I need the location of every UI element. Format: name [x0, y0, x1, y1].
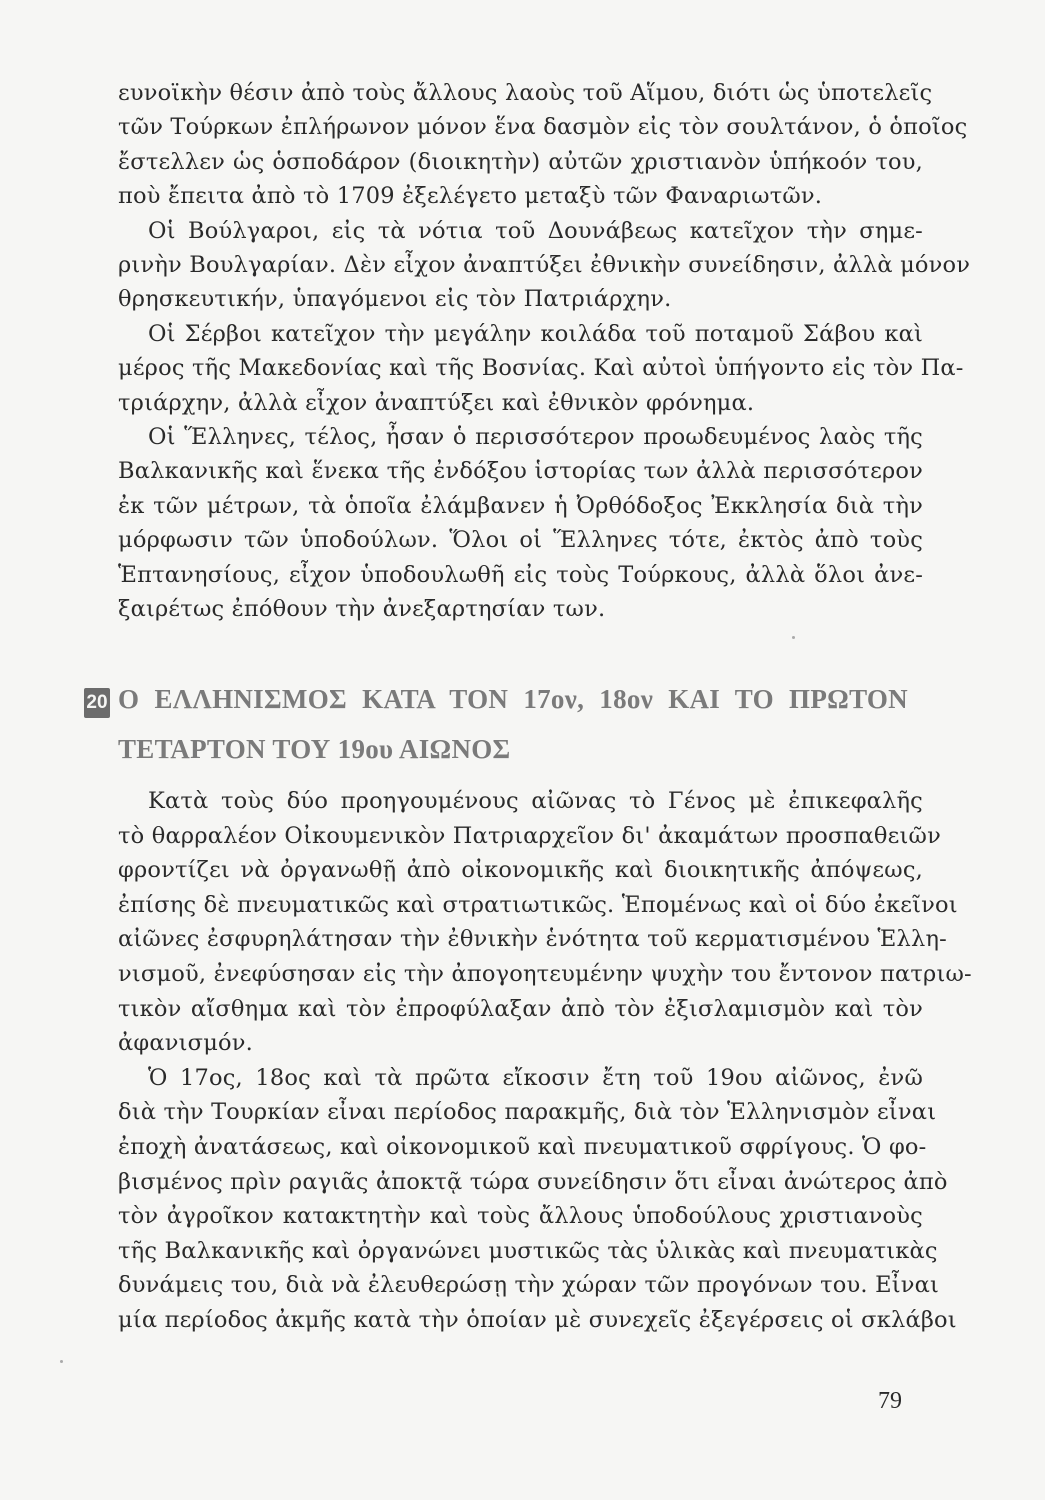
text-line: ἐποχὴ ἀνατάσεως, καὶ οἰκονομικοῦ καὶ πνευματικοῦ σφρίγους. Ὁ φο-: [118, 1133, 927, 1160]
text-line: Οἱ Βούλγαροι, εἰς τὰ νότια τοῦ Δουνάβεως κατεῖχον τὴν σημε-: [148, 217, 923, 244]
text-line: φροντίζει νὰ ὀργανωθῇ ἀπὸ οἰκονομικῆς καὶ διοικητικῆς ἀπόψεως,: [118, 857, 923, 884]
text-line: αἰῶνες ἐσφυρηλάτησαν τὴν ἐθνικὴν ἑνότητα τοῦ κερματισμένου Ἑλλη-: [118, 926, 947, 953]
text-line: ευνοϊκὴν θέσιν ἀπὸ τοὺς ἄλλους λαοὺς τοῦ Αἵμου, διότι ὡς ὑποτελεῖς: [118, 80, 933, 106]
text-line: τῆς Βαλκανικῆς καὶ ὀργανώνει μυστικῶς τὰς ὑλικὰς καὶ πνευματικὰς: [118, 1237, 938, 1264]
text-line: ρινὴν Βουλγαρίαν. Δὲν εἶχον ἀναπτύξει ἐθνικὴν συνείδησιν, ἀλλὰ μόνον: [118, 252, 971, 279]
text-line: τὸ θαρραλέον Οἰκουμενικὸν Πατριαρχεῖον δι' ἀκαμάτων προσπαθειῶν: [118, 822, 941, 849]
text-line: ἐκ τῶν μέτρων, τὰ ὁποῖα ἐλάμβανεν ἡ Ὀρθόδοξος Ἐκκλησία διὰ τὴν: [118, 492, 923, 519]
text-line: νισμοῦ, ἐνεφύσησαν εἰς τὴν ἀπογοητευμένην ψυχὴν του ἔντονον πατριω-: [118, 960, 972, 987]
text-line: Οἱ Σέρβοι κατεῖχον τὴν μεγάλην κοιλάδα τοῦ ποταμοῦ Σάβου καὶ: [148, 320, 923, 347]
text-line: Οἱ Ἕλληνες, τέλος, ἦσαν ὁ περισσότερον προωδευμένος λαὸς τῆς: [148, 424, 923, 451]
scan-speck: [60, 1360, 63, 1363]
text-line: ξαιρέτως ἐπόθουν τὴν ἀνεξαρτησίαν των.: [118, 596, 606, 623]
text-line: ἔστελλεν ὡς ὁσποδάρον (διοικητὴν) αὐτῶν χριστιανὸν ὑπήκοόν του,: [118, 148, 923, 175]
text-line: ἀφανισμόν.: [118, 1030, 254, 1057]
text-line: δυνάμεις του, διὰ νὰ ἐλευθερώσῃ τὴν χώραν τῶν προγόνων του. Εἶναι: [118, 1272, 940, 1299]
text-line: βισμένος πρὶν ραγιᾶς ἀποκτᾷ τώρα συνείδησιν ὅτι εἶναι ἀνώτερος ἀπὸ: [118, 1168, 948, 1195]
text-line: τὸν ἀγροῖκον κατακτητὴν καὶ τοὺς ἄλλους ὑποδούλους χριστιανοὺς: [118, 1203, 923, 1230]
text-line: Κατὰ τοὺς δύο προηγουμένους αἰῶνας τὸ Γένος μὲ ἐπικεφαλῆς: [148, 788, 923, 814]
text-line: Ἑπτανησίους, εἶχον ὑποδουλωθῆ εἰς τοὺς Τούρκους, ἀλλὰ ὅλοι ἀνε-: [118, 561, 923, 588]
text-line: τῶν Τούρκων ἐπλήρωνον μόνον ἕνα δασμὸν εἰς τὸν σουλτάνον, ὁ ὁποῖος: [118, 114, 968, 141]
section-number-badge: 20: [84, 688, 110, 718]
section-title-line-2: ΤΕΤΑΡΤΟΝ ΤΟΥ 19ου ΑΙΩΝΟΣ: [118, 734, 511, 764]
page-number: 79: [878, 1388, 902, 1414]
text-line: θρησκευτικήν, ὑπαγόμενοι εἰς τὸν Πατριάρχην.: [118, 286, 672, 313]
text-line: μόρφωσιν τῶν ὑποδούλων. Ὅλοι οἱ Ἕλληνες τότε, ἐκτὸς ἀπὸ τοὺς: [118, 527, 923, 554]
text-line: Βαλκανικῆς καὶ ἕνεκα τῆς ἐνδόξου ἱστορίας των ἀλλὰ περισσότερον: [118, 458, 923, 485]
text-line: μέρος τῆς Μακεδονίας καὶ τῆς Βοσνίας. Καὶ αὐτοὶ ὑπήγοντο εἰς τὸν Πα-: [118, 355, 964, 382]
text-line: διὰ τὴν Τουρκίαν εἶναι περίοδος παρακμῆς, διὰ τὸν Ἑλληνισμὸν εἶναι: [118, 1099, 937, 1126]
text-line: Ὁ 17ος, 18ος καὶ τὰ πρῶτα εἴκοσιν ἔτη τοῦ 19ου αἰῶνος, ἐνῶ: [148, 1064, 923, 1091]
text-line: τριάρχην, ἀλλὰ εἶχον ἀναπτύξει καὶ ἐθνικὸν φρόνημα.: [118, 389, 755, 416]
text-block-bottom: [118, 784, 972, 1338]
text-line: μία περίοδος ἀκμῆς κατὰ τὴν ὁποίαν μὲ συνεχεῖς ἐξεγέρσεις οἱ σκλάβοι: [118, 1306, 957, 1333]
text-line: τικὸν αἴσθημα καὶ τὸν ἐπροφύλαξαν ἀπὸ τὸν ἐξισλαμισμὸν καὶ τὸν: [118, 995, 923, 1022]
text-block-top: [118, 76, 971, 627]
text-line: ποὺ ἔπειτα ἀπὸ τὸ 1709 ἐξελέγετο μεταξὺ τῶν Φαναριωτῶν.: [118, 183, 823, 210]
text-line: ἐπίσης δὲ πνευματικῶς καὶ στρατιωτικῶς. Ἑπομένως καὶ οἱ δύο ἐκεῖνοι: [118, 891, 958, 918]
section-title-line-1: Ο ΕΛΛΗΝΙΣΜΟΣ ΚΑΤΑ ΤΟΝ 17ον, 18ον ΚΑΙ ΤΟ ΠΡΩΤΟΝ: [118, 684, 908, 714]
scan-speck: [792, 636, 795, 639]
